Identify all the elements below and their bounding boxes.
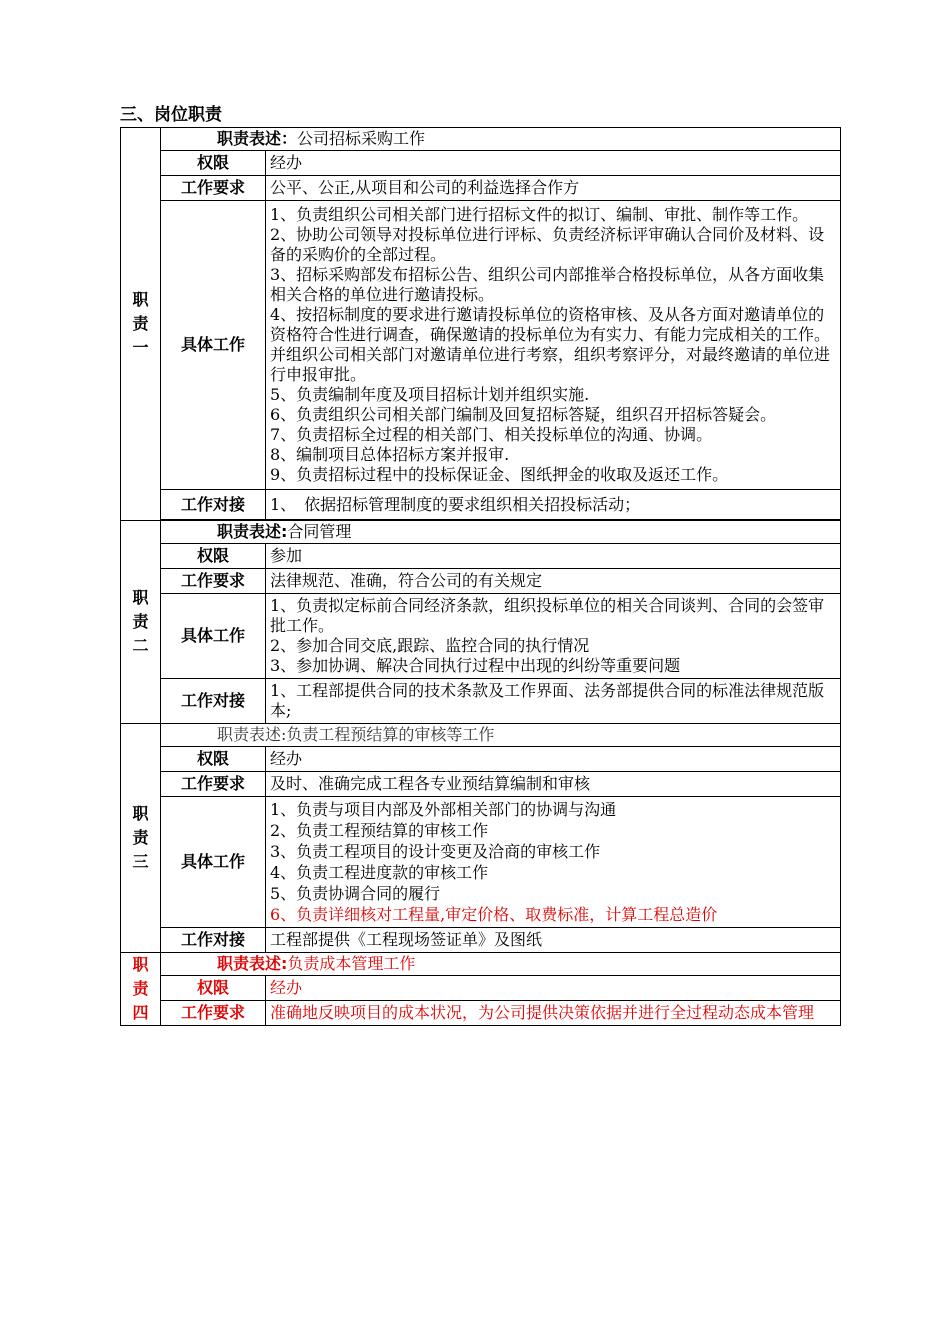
duty-1-desc-row — [121, 128, 841, 151]
list-item: 1、负责组织公司相关部门进行招标文件的拟订、编制、审批、制作等工作。 — [270, 205, 809, 224]
duty-1-authority-value: 经办 — [266, 151, 841, 176]
duty-4-requirement-label: 工作要求 — [161, 1001, 266, 1026]
duty-4-desc-row — [121, 953, 841, 976]
duty-3-interface-value — [266, 928, 841, 953]
duty-2-work-label: 具体工作 — [161, 594, 266, 679]
duty-4-requirement-value: 准确地反映项目的成本状况，为公司提供决策依据并进行全过程动态成本管理 — [266, 1001, 841, 1026]
list-item: 1、负责拟定标前合同经济条款，组织投标单位的相关合同谈判、合同的会签审批工作。 — [270, 596, 825, 635]
duty-4-authority-value: 经办 — [266, 976, 841, 1001]
duty-1-work-list — [266, 201, 841, 490]
duty-1-interface-value — [266, 490, 841, 520]
duty-4-authority-label: 权限 — [161, 976, 266, 1001]
duty-3-requirement-label: 工作要求 — [161, 772, 266, 797]
list-item: 4、按招标制度的要求进行邀请投标单位的资格审核、及从各方面对邀请单位的资格符合性进行调查，确保邀请的投标单位为有实力、有能力完成相关的工作。并组织公司相关部门对邀请单位进行考察，组织考察评分，对最终邀请的单位进行申报审批。 — [270, 305, 831, 384]
duty-2-interface-value — [266, 679, 841, 724]
list-item: 1、负责与项目内部及外部相关部门的协调与沟通 — [270, 800, 617, 819]
list-item: 1、 依据招标管理制度的要求组织相关招投标活动； — [270, 494, 641, 514]
duty-1-requirement-label: 工作要求 — [161, 176, 266, 201]
list-item: 3、负责工程项目的设计变更及洽商的审核工作 — [270, 842, 601, 861]
list-item: 工程部提供《工程现场签证单》及图纸 — [270, 930, 543, 949]
list-item: 6、负责详细核对工程量,审定价格、取费标准，计算工程总造价 — [270, 905, 718, 924]
duty-1-authority-label: 权限 — [161, 151, 266, 176]
duty-3-requirement-value: 及时、准确完成工程各专业预结算编制和审核 — [266, 772, 841, 797]
duty-3-description: 职责表述:负责工程预结算的审核等工作 — [161, 724, 841, 747]
duty-2-requirement-value: 法律规范、准确，符合公司的有关规定 — [266, 569, 841, 594]
section-title: 三、岗位职责 — [120, 105, 222, 125]
list-item: 5、负责协调合同的履行 — [270, 884, 441, 903]
list-item: 5、负责编制年度及项目招标计划并组织实施. — [270, 385, 590, 404]
duty-2-work-list — [266, 594, 841, 679]
duty-3-desc-row — [121, 724, 841, 747]
list-item: 3、招标采购部发布招标公告、组织公司内部推举合格投标单位，从各方面收集相关合格的单位进行邀请投标。 — [270, 265, 825, 304]
duty-1-side-label: 职 责 一 — [121, 128, 161, 521]
duty-4-description: 职责表述:负责成本管理工作 — [161, 953, 841, 976]
duty-2-requirement-label: 工作要求 — [161, 569, 266, 594]
list-item: 8、编制项目总体招标方案并报审. — [270, 445, 510, 464]
duty-2-authority-label: 权限 — [161, 544, 266, 569]
list-item: 2、协助公司领导对投标单位进行评标、负责经济标评审确认合同价及材料、设备的采购价的全部过程。 — [270, 225, 825, 264]
duty-3-authority-value: 经办 — [266, 747, 841, 772]
duty-1-description: 职责表述：公司招标采购工作 — [161, 128, 841, 151]
duty-1-interface-label: 工作对接 — [161, 490, 266, 520]
list-item: 9、负责招标过程中的投标保证金、图纸押金的收取及返还工作。 — [270, 465, 729, 484]
duty-3-interface-label: 工作对接 — [161, 928, 266, 953]
duty-table — [120, 127, 841, 1026]
duty-2-desc-row — [121, 521, 841, 544]
list-item: 2、负责工程预结算的审核工作 — [270, 821, 489, 840]
duty-2-authority-value: 参加 — [266, 544, 841, 569]
duty-3-work-list — [266, 797, 841, 928]
list-item: 7、负责招标全过程的相关部门、相关投标单位的沟通、协调。 — [270, 425, 713, 444]
duty-3-side-label: 职 责 三 — [121, 724, 161, 953]
list-item: 6、负责组织公司相关部门编制及回复招标答疑，组织召开招标答疑会。 — [270, 405, 777, 424]
list-item: 3、参加协调、解决合同执行过程中出现的纠纷等重要问题 — [270, 656, 681, 675]
duty-1-requirement-value: 公平、公正,从项目和公司的利益选择合作方 — [266, 176, 841, 201]
duty-2-description: 职责表述:合同管理 — [161, 521, 841, 544]
duty-2-interface-label: 工作对接 — [161, 679, 266, 724]
duty-1-work-label: 具体工作 — [161, 201, 266, 490]
duty-2-side-label: 职 责 二 — [121, 521, 161, 724]
list-item: 4、负责工程进度款的审核工作 — [270, 863, 489, 882]
list-item: 2、参加合同交底,跟踪、监控合同的执行情况 — [270, 636, 590, 655]
duty-4-side-label: 职 责 四 — [121, 953, 161, 1026]
duty-3-work-label: 具体工作 — [161, 797, 266, 928]
duty-3-authority-label: 权限 — [161, 747, 266, 772]
list-item: 1、工程部提供合同的技术条款及工作界面、法务部提供合同的标准法律规范版本; — [270, 681, 825, 720]
